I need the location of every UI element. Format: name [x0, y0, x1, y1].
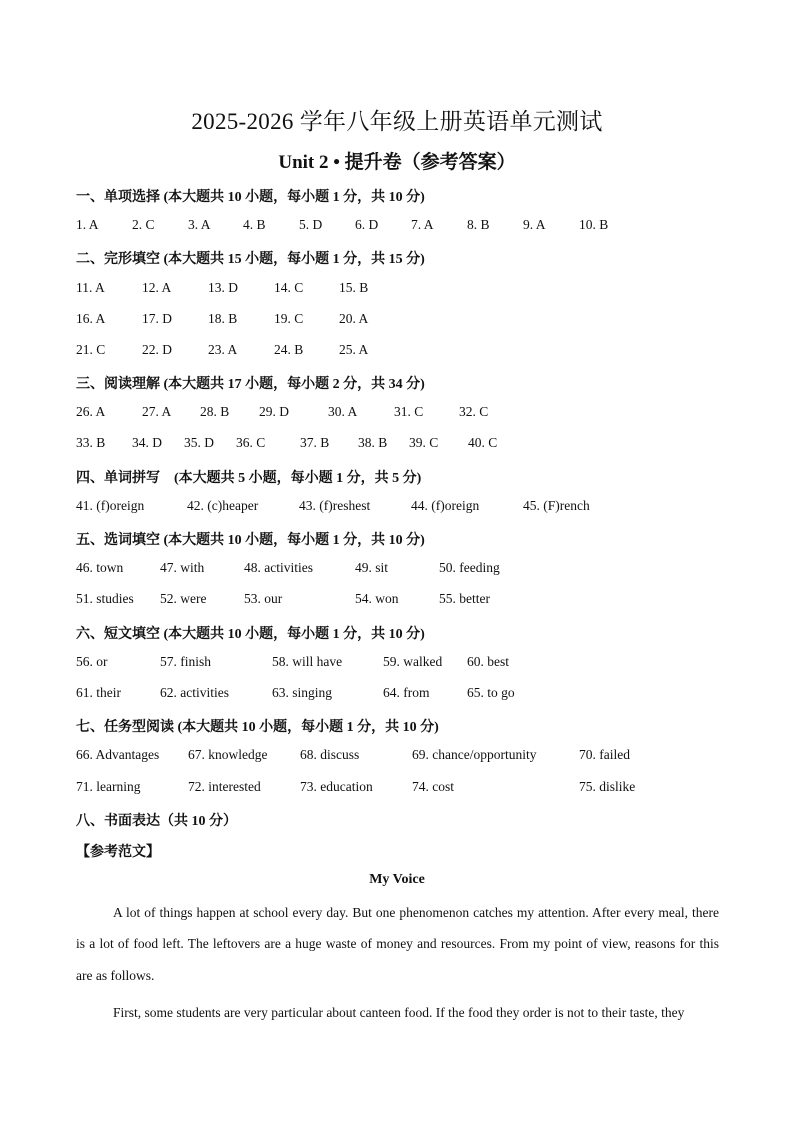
answer-item: 4. B — [243, 217, 266, 232]
answer-item: 25. A — [339, 342, 369, 357]
section-heading-4: 四、单词拼写 (本大题共 5 小题，每小题 1 分，共 5 分) — [76, 471, 422, 486]
answer-item: 61. their — [76, 685, 121, 700]
answer-item: 67. knowledge — [188, 747, 268, 762]
answer-item: 32. C — [459, 404, 489, 419]
section-heading-2: 二、完形填空 (本大题共 15 小题，每小题 1 分，共 15 分) — [76, 252, 425, 267]
answer-item: 42. (c)heaper — [187, 498, 259, 513]
answer-item: 55. better — [439, 591, 490, 606]
answer-item: 48. activities — [244, 560, 313, 575]
answer-item: 69. chance/opportunity — [412, 747, 537, 762]
answer-item: 14. C — [274, 280, 304, 295]
answer-item: 65. to go — [467, 685, 515, 700]
answer-item: 68. discuss — [300, 747, 360, 762]
section-heading-7: 七、任务型阅读 (本大题共 10 小题，每小题 1 分，共 10 分) — [76, 720, 439, 735]
answer-item: 71. learning — [76, 779, 141, 794]
answer-item: 13. D — [208, 280, 238, 295]
answer-item: 45. (F)rench — [523, 498, 590, 513]
page-title: 2025-2026 学年八年级上册英语单元测试 — [191, 109, 603, 134]
essay-paragraph: A lot of things happen at school every day. But one phenomenon catches my attention. After every meal, there is a lot of food left. The leftovers are a huge waste of money and resources. From my point of view, reasons for this are as follows. — [76, 905, 719, 983]
answer-item: 40. C — [468, 435, 498, 450]
answer-item: 20. A — [339, 311, 369, 326]
answer-item: 73. education — [300, 779, 373, 794]
answer-item: 70. failed — [579, 747, 630, 762]
answer-item: 51. studies — [76, 591, 134, 606]
answer-item: 56. or — [76, 654, 108, 669]
answer-item: 64. from — [383, 685, 430, 700]
answer-item: 15. B — [339, 280, 369, 295]
answer-item: 62. activities — [160, 685, 229, 700]
answer-item: 52. were — [160, 591, 207, 606]
answer-item: 2. C — [132, 217, 155, 232]
answer-item: 21. C — [76, 342, 106, 357]
answer-item: 26. A — [76, 404, 106, 419]
answer-item: 5. D — [299, 217, 323, 232]
answer-item: 72. interested — [188, 779, 261, 794]
sample-essay-label: 【参考范文】 — [76, 845, 160, 860]
answer-item: 53. our — [244, 591, 283, 606]
answer-item: 8. B — [467, 217, 490, 232]
answer-item: 34. D — [132, 435, 162, 450]
answer-item: 41. (f)oreign — [76, 498, 145, 513]
answer-item: 27. A — [142, 404, 172, 419]
section-heading-6: 六、短文填空 (本大题共 10 小题，每小题 1 分，共 10 分) — [76, 627, 425, 642]
answer-item: 74. cost — [412, 779, 454, 794]
answer-item: 6. D — [355, 217, 379, 232]
answer-item: 11. A — [76, 280, 105, 295]
answer-item: 36. C — [236, 435, 266, 450]
section-heading-1: 一、单项选择 (本大题共 10 小题，每小题 1 分，共 10 分) — [76, 190, 425, 205]
answer-item: 28. B — [200, 404, 230, 419]
page-subtitle: Unit 2 • 提升卷（参考答案） — [278, 152, 516, 173]
essay-paragraph: First, some students are very particular about canteen food. If the food they order is not to their taste, they — [113, 1005, 685, 1020]
answer-item: 57. finish — [160, 654, 212, 669]
section-heading-8: 八、书面表达（共 10 分） — [76, 814, 237, 829]
answer-item: 39. C — [409, 435, 439, 450]
answer-item: 58. will have — [272, 654, 343, 669]
answer-item: 17. D — [142, 311, 172, 326]
answer-item: 46. town — [76, 560, 124, 575]
answer-item: 50. feeding — [439, 560, 500, 575]
answer-item: 43. (f)reshest — [299, 498, 371, 513]
answer-item: 7. A — [411, 217, 434, 232]
answer-item: 35. D — [184, 435, 214, 450]
answer-item: 3. A — [188, 217, 211, 232]
answer-item: 63. singing — [272, 685, 333, 700]
answer-item: 31. C — [394, 404, 424, 419]
answer-item: 44. (f)oreign — [411, 498, 480, 513]
section-heading-5: 五、选词填空 (本大题共 10 小题，每小题 1 分，共 10 分) — [76, 533, 425, 548]
answer-item: 16. A — [76, 311, 106, 326]
answer-item: 33. B — [76, 435, 106, 450]
answer-item: 60. best — [467, 654, 509, 669]
answer-item: 19. C — [274, 311, 304, 326]
essay-title: My Voice — [369, 872, 425, 887]
answer-item: 18. B — [208, 311, 238, 326]
answer-item: 12. A — [142, 280, 172, 295]
answer-item: 49. sit — [355, 560, 389, 575]
answer-item: 47. with — [160, 560, 205, 575]
answer-item: 37. B — [300, 435, 330, 450]
answer-item: 9. A — [523, 217, 546, 232]
answer-item: 59. walked — [383, 654, 443, 669]
answer-item: 23. A — [208, 342, 238, 357]
answer-item: 22. D — [142, 342, 172, 357]
answer-item: 24. B — [274, 342, 304, 357]
answer-item: 10. B — [579, 217, 609, 232]
answer-item: 30. A — [328, 404, 358, 419]
answer-item: 54. won — [355, 591, 399, 606]
answer-item: 75. dislike — [579, 779, 636, 794]
answer-item: 38. B — [358, 435, 388, 450]
section-heading-3: 三、阅读理解 (本大题共 17 小题，每小题 2 分，共 34 分) — [76, 377, 425, 392]
answer-item: 1. A — [76, 217, 99, 232]
answer-item: 29. D — [259, 404, 289, 419]
answer-item: 66. Advantages — [76, 747, 160, 762]
